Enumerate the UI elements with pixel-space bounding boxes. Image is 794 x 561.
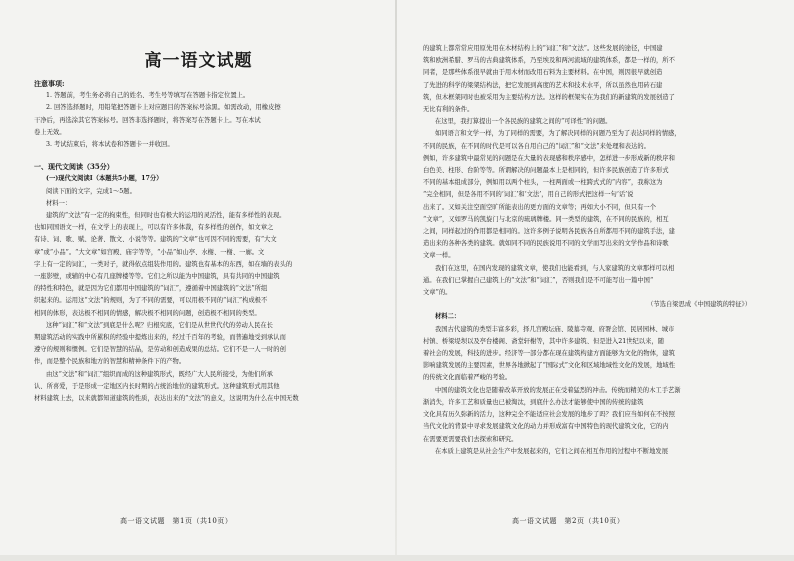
material-label: 材料二： [435,313,461,321]
paragraph-line: 在本质上建筑是从社会生产中发展起来的，它们之间在相互作用的过程中不断地发展 [435,447,668,455]
notice-line: 3. 考试结束后，将本试卷和答题卡一并收回。 [46,141,174,149]
paragraph-line: 文化具有历久弥新的活力，这种完全不能适应社会发展的地步了吗？我们应当如何在不按照 [423,411,675,419]
paragraph-line: 如同语言和文学一样，为了同样的需要，为了解决同样的问题乃至为了表达同样的情感， [435,130,681,138]
paragraph-line: 村镇、桥梁堤坝以及亭台楼阁、斋堂轩榭等，其中许多建筑、但是进入21世纪以来，随 [423,337,664,345]
paragraph-line: 同者，是那些体系很早就由于用木材而改用石料为主要材料。在中国，则因很早就创造 [423,69,663,77]
paragraph-line: 之间，同样起过的作用都是相同的。这许多例子说明各民族各自所都用不同的建筑手法，建 [423,228,675,236]
paragraph-line: 期建筑活动的实践中所累积的经验中提炼出来的，经过千百年的考验，而普遍地受到承认而 [34,334,286,342]
exam-title: 高一语文试题 [144,51,253,71]
paragraph-line: 不同的基本组成部分，例如用以两个柱头，一柱两面或一柱跨式式的“内容”，我称这为 [423,179,663,187]
left-page-content [34,78,379,405]
paragraph-line: 在这里，我打算提出一个各民族的建筑之间的“可译性”的问题。 [435,118,612,126]
notice-label: 注意事项: [34,79,65,88]
notice-line: 1. 答题前，考生务必将自己的姓名、考生号等填写在答题卡指定位置上。 [46,92,250,100]
paragraph-line: 出来了。又如关注空面空旷所能表出的更方面的文章等；再如大小不同，但只有一个 [423,203,656,211]
paragraph-line: 通。在我们已掌握自己建筑上的“文法”和“词汇”，否则我们是不可能写出一篇中国“ [423,276,654,284]
paragraph-line: 筑和欧洲希腊、罗马的古典建筑体系，乃至埃及和两河流域的建筑体系，都是一样的，所不 [423,57,675,65]
paragraph-line: 相同的体形，表达极不相同的情感，解决极不相同的问题，创造极不相同的类型。 [34,309,261,317]
paragraph-line: 当代文化的背景中寻求发展建筑文化的动力并形成富有中国特色的现代建筑文化，它的内 [423,423,669,431]
paragraph-line: 文章”的。 [423,289,452,297]
paragraph-line: 的传统文化面临着严峻的考验。 [423,374,512,382]
right-page-content [423,43,771,458]
paragraph-line: 例如，许多建筑中最常见的问题是在大量的表现感和秩序感中，怎样进一步形成新的秩序和 [423,154,675,162]
paragraph-line: 这种“词汇”和“文法”到底是什么呢？归根究底，它们是从世世代代的劳动人民在长 [46,321,273,329]
paragraph-line: 也如同国语文一样，在文学上的表现上，可以有许多体裁，有多样性的创作，如文章之 [34,224,274,232]
paragraph-line: 遵守的规则和惯例。它们是智慧的结晶，是劳动和创造成果的总结。它们不是一人一时的创 [34,346,286,354]
notice-line: 卷上无效。 [34,128,66,136]
paragraph-line: 文章一样。 [423,252,455,260]
paragraph-line: 字上有一定的词汇，一类对子，就得依点组装作用的。建筑也有基本的东西，如在墙的表头的 [34,260,293,268]
material-label: 材料一： [46,199,72,207]
paragraph-line: 不同的民族，在不同的时代是可以各自用自己的“词汇”和“文法”来处理和表达的。 [423,142,650,150]
paragraph-line: 造出来的各种各类的建筑。就如同不同的民族说用不同的文学而写出来的文学作品和诗歌 [423,240,669,248]
paragraph-line: 的建筑上都常常应用原先用在木材结构上的“词汇”和“文法”。这些发展的途径，中国建 [423,45,663,52]
paragraph-line: 材料建筑上去，以来就都知道建筑的性质，表达出来的“文法”的意义，这说明为什么在中国无数 [34,395,299,403]
paragraph-line: 影响建筑发展的主要因素，世界各地掀起了“国际式”文化和区域地域性文化的发展，地域性 [423,362,676,370]
paragraph-line: 我们在这里，在国内发现的建筑文章，使我们也能看到，与人家建筑的文章那样可以相 [435,264,675,272]
paragraph-line: 作，而是整个民族和地方的智慧和精神条件下的产物。 [34,358,186,366]
paragraph-line: “文章”，又如罗马的凯旋门与北京的琉璃牌楼。同一类型的建筑，在不同的民族的，相互 [423,215,669,223]
paragraph-line: 章”或“小品”。“大文章”如宫殿、庙宇等等，“小品”如山亭、水榭、一榭、一廊。文 [34,248,265,256]
notice-line: 干净后，再选涂其它答案标号。回答非选择题时，将答案写在答题卡上。写在本试 [34,116,261,124]
instruction: 阅读下面的文字，完成1～5题。 [46,187,136,195]
source-citation: （节选自梁思成《中国建筑的特征》） [647,301,751,309]
paragraph-line: 无比有利的条件。 [423,106,474,114]
paragraph-line: 的特性和特色，就是因为它们都用中国建筑的“词汇”，遵循着中国建筑的“文法”所组 [34,285,268,293]
paragraph-line: 有诗、词、歌、赋、论著、散文、小说等等。建筑的“文章”也可因不同的需要，有“大文 [34,236,277,244]
paragraph-line: 一座影壁，或辅的中心有几座牌楼等等。它们之所以能为中国建筑，具有共同的中国建筑 [34,273,280,281]
page-footer-right: 高一语文试题 第2页（共10页） [512,517,625,525]
paragraph-line: 渐消失，许多工艺和质量也已被淘汰，到底什么办法才能够使中国的传统的建筑 [423,398,644,406]
scan-edge [0,555,794,561]
paragraph-line: 由这“文法”和“词汇”组织而成的这种建筑形式，既经广大人民所接受，为他们所承 [46,370,273,378]
paragraph-line: 认、所喜爱，于是形成一定地区内长时期的占统治地位的建筑形式。这种建筑形式用其他 [34,382,280,390]
paragraph-line: 中国的建筑文化也是随着改革开放的发展正在受着猛烈的冲击。传统而精美的木工手艺渐 [435,386,681,394]
notice-line: 2. 回答选择题时，用铅笔把答题卡上对应题目的答案标号涂黑。如需改动，用橡皮擦 [46,104,281,112]
paragraph-line: 我国古代建筑的类型丰富多彩，择几宫殿坛庙、陵墓寺观、府署会馆、民居园林、城市 [435,325,675,333]
paragraph-line: 了先进的科学的梁架结构法，把它发展到高度的艺术和技术水平，所以虽然也用砖石建 [423,81,663,89]
paragraph-line: 在需要更需要我们去探索和研究。 [423,435,518,443]
sub-heading: (一)现代文阅读Ⅰ（本题共5小题，17分） [46,175,163,183]
paragraph-line: 筑，但木框架同时也被采用为主要结构方法。这样的框架实在为我们的新建筑的发展创造了 [423,93,675,101]
paragraph-line: “完全相同，但是各用不同的‘词汇’和‘文法’，用自己的形式把这样一句‘话’说 [423,191,634,199]
paragraph-line: 织起来的。运用这“文法”的规则，为了不同的需要，可以用极不同的“词汇”构成极不 [34,297,268,305]
paragraph-line: 建筑的“文法”有一定的拘束性，但同时也有极大的运用的灵活性，能有多样性的表现。 [46,212,286,220]
page-footer-left: 高一语文试题 第1页（共10页） [120,517,233,525]
paragraph-line: 着社会的发展，科技的进步。经济等一部分都在现在建筑构建方面能够为文化的物体，建筑 [423,350,675,358]
paragraph-line: 白色美、柱形、台阶等等。所谓解决的问题最本上是相同的，但许多民族创造了许多形式 [423,167,669,175]
section-heading: 一、现代文阅读（35分） [34,162,114,172]
